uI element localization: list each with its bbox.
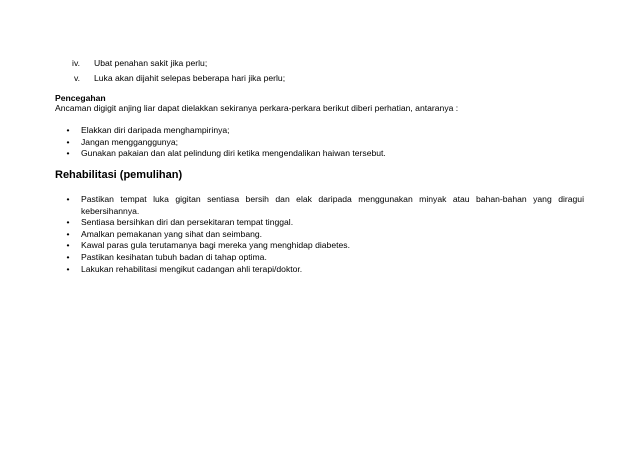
list-item [0, 71, 638, 86]
list-item [0, 125, 638, 137]
list-item-text: Pastikan tempat luka gigitan sentiasa bersih dan elak daripada menggunakan minyak atau bahan-bahan yang diragui kebersihannya. [81, 194, 584, 216]
list-item [0, 194, 638, 217]
list-item-text: Luka akan dijahit selepas beberapa hari jika perlu; [94, 73, 286, 83]
list-item [0, 148, 638, 160]
list-item-text: Gunakan pakaian dan alat pelindung diri ketika mengendalikan haiwan tersebut. [81, 148, 386, 159]
list-item [0, 137, 638, 149]
list-item [0, 264, 638, 276]
section-intro-paragraph: Ancaman digigit anjing liar dapat dielakkan sekiranya perkara-perkara berikut diberi perhatian, antaranya : [55, 103, 459, 113]
list-item-text: Jangan mengganggunya; [81, 136, 178, 147]
list-item-text: Sentiasa bersihkan diri dan persekitaran tempat tinggal. [81, 217, 294, 228]
list-item-text: Pastikan kesihatan tubuh badan di tahap optima. [81, 251, 267, 262]
list-item [0, 240, 638, 252]
bullet-icon: • [66, 217, 70, 228]
list-item [0, 252, 638, 264]
rehabilitasi-bullet-list [0, 194, 638, 275]
list-item-text: Amalkan pemakanan yang sihat dan seimbang. [81, 228, 263, 239]
list-item-text: Kawal paras gula terutamanya bagi mereka yang menghidap diabetes. [81, 240, 350, 251]
list-item-text: Lakukan rehabilitasi mengikut cadangan ahli terapi/doktor. [81, 263, 303, 274]
list-item-text: Elakkan diri daripada menghampirinya; [81, 125, 230, 135]
bullet-icon: • [66, 263, 70, 274]
list-item-text: Ubat penahan sakit jika perlu; [94, 58, 208, 68]
bullet-icon: • [66, 251, 70, 262]
list-item [0, 217, 638, 229]
bullet-icon: • [66, 136, 70, 147]
section-heading-pencegahan: Pencegahan [55, 93, 106, 103]
pencegahan-bullet-list [0, 125, 638, 160]
bullet-icon: • [66, 125, 70, 135]
bullet-icon: • [66, 240, 70, 251]
bullet-icon: • [66, 194, 70, 204]
list-item-number: iv. [72, 58, 80, 68]
list-item [0, 56, 638, 71]
list-item [0, 229, 638, 241]
list-item-number: v. [73, 73, 80, 83]
bullet-icon: • [66, 148, 70, 159]
treatment-list-continued [0, 56, 638, 86]
bullet-icon: • [66, 228, 70, 239]
section-heading-rehabilitasi: Rehabilitasi (pemulihan) [55, 169, 183, 181]
